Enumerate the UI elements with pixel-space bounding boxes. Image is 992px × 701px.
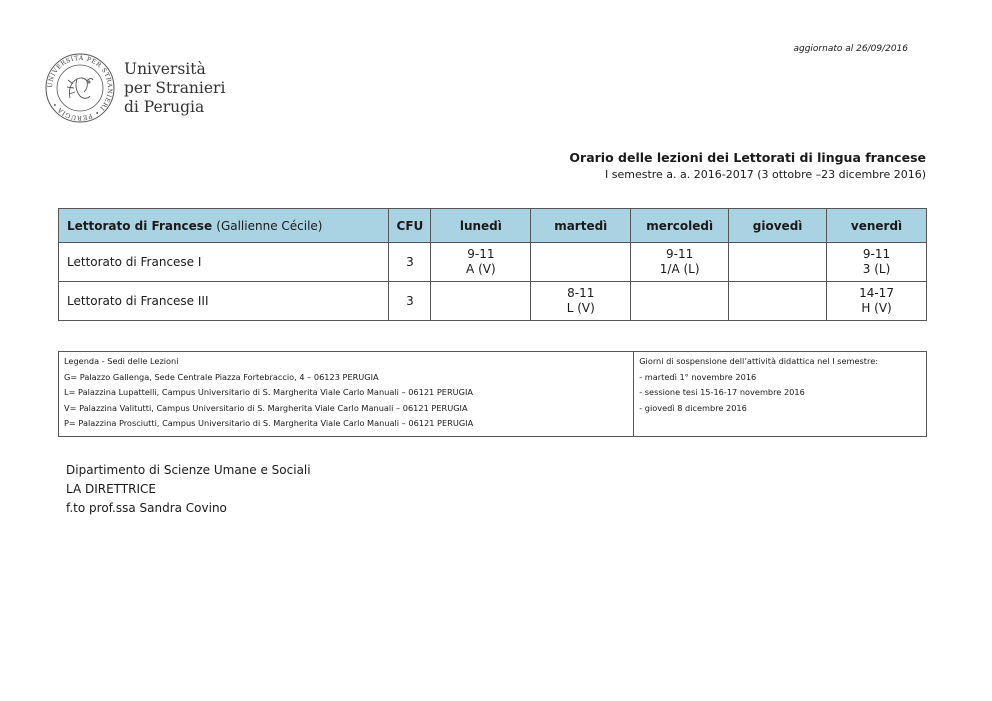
slot-room: L (V) xyxy=(566,301,595,315)
legend-suspension-days xyxy=(634,352,927,437)
header-cfu: CFU xyxy=(389,209,431,243)
header-day-tuesday: martedì xyxy=(531,209,631,243)
slot-wednesday xyxy=(631,243,729,282)
slot-room: A (V) xyxy=(466,262,496,276)
slot-monday xyxy=(431,243,531,282)
document-heading xyxy=(569,150,926,181)
header-day-thursday: giovedì xyxy=(729,209,827,243)
signatory-name: f.to prof.ssa Sandra Covino xyxy=(66,501,227,515)
slot-time: 14-17 xyxy=(859,286,894,300)
header-teacher: (Gallienne Cécile) xyxy=(216,218,323,233)
legend-table xyxy=(58,351,927,437)
course-name: Lettorato di Francese III xyxy=(59,282,389,321)
document-subtitle: I semestre a. a. 2016-2017 (3 ottobre –23 dicembre 2016) xyxy=(604,168,926,181)
header-course xyxy=(59,209,389,243)
header-day-monday: lunedì xyxy=(431,209,531,243)
slot-time: 9-11 xyxy=(666,247,694,261)
suspension-item: - giovedì 8 dicembre 2016 xyxy=(639,402,747,413)
header-day-wednesday: mercoledì xyxy=(631,209,729,243)
schedule-table xyxy=(58,208,927,321)
slot-monday xyxy=(431,282,531,321)
suspension-item: - sessione tesi 15-16-17 novembre 2016 xyxy=(639,387,805,397)
department-name: Dipartimento di Scienze Umane e Sociali xyxy=(66,463,311,477)
legend-location-item: L= Palazzina Lupattelli, Campus Universitario di S. Margherita Viale Carlo Manuali – 06121 PERUGIA xyxy=(64,387,473,397)
legend-location-item: G= Palazzo Gallenga, Sede Centrale Piazza Fortebraccio, 4 – 06123 PERUGIA xyxy=(64,371,379,382)
legend-location-item: P= Palazzina Prosciutti, Campus Universitario di S. Margherita Viale Carlo Manuali – 06121 PERUGIA xyxy=(64,418,474,428)
header-day-friday: venerdì xyxy=(827,209,927,243)
header-course-label: Lettorato di Francese xyxy=(67,218,213,233)
legend-title: Legenda - Sedi delle Lezioni xyxy=(64,356,179,366)
university-logo xyxy=(44,52,225,124)
university-seal-icon xyxy=(44,52,116,124)
slot-thursday xyxy=(729,282,827,321)
course-cfu: 3 xyxy=(389,243,431,282)
signature-block xyxy=(66,461,311,518)
legend-locations xyxy=(59,352,634,437)
slot-wednesday xyxy=(631,282,729,321)
slot-friday xyxy=(827,243,927,282)
slot-room: 1/A (L) xyxy=(659,262,700,276)
logo-line-3: di Perugia xyxy=(124,97,205,116)
slot-tuesday xyxy=(531,243,631,282)
svg-text:UNIVERSITÀ PER STRANIERI • PER: UNIVERSITÀ PER STRANIERI • PERUGIA • xyxy=(46,54,114,122)
legend-location-item: V= Palazzina Valitutti, Campus Universitario di S. Margherita Viale Carlo Manuali – 06121 PERUGIA xyxy=(64,402,468,413)
slot-tuesday xyxy=(531,282,631,321)
table-row xyxy=(59,243,927,282)
signatory-role: LA DIRETTRICE xyxy=(66,482,156,496)
logo-line-1: Università xyxy=(124,59,206,78)
slot-time: 9-11 xyxy=(467,247,495,261)
document-title: Orario delle lezioni dei Lettorati di lingua francese xyxy=(569,150,926,165)
course-name: Lettorato di Francese I xyxy=(59,243,389,282)
schedule-header-row xyxy=(59,209,927,243)
table-row xyxy=(59,282,927,321)
slot-room: H (V) xyxy=(861,301,892,315)
slot-friday xyxy=(827,282,927,321)
slot-time: 8-11 xyxy=(567,286,595,300)
suspension-title: Giorni di sospensione dell’attività didattica nel I semestre: xyxy=(639,356,878,366)
slot-room: 3 (L) xyxy=(862,262,891,276)
course-cfu: 3 xyxy=(389,282,431,321)
suspension-item: - martedì 1° novembre 2016 xyxy=(639,371,757,382)
slot-time: 9-11 xyxy=(862,247,891,261)
logo-line-2: per Stranieri xyxy=(124,78,226,97)
slot-thursday xyxy=(729,243,827,282)
updated-note: aggiornato al 26/09/2016 xyxy=(793,44,908,54)
